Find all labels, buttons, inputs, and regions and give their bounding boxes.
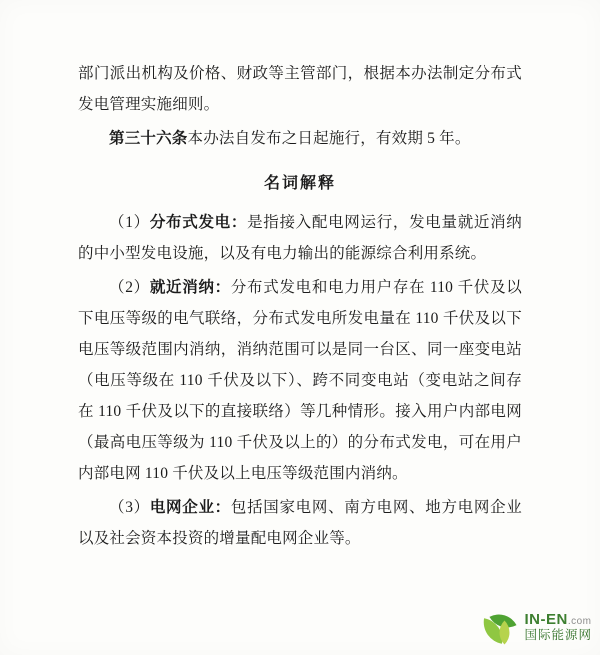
article-number-label: 第三十六条	[109, 130, 188, 147]
leaf-logo-icon	[480, 608, 520, 646]
document-body	[78, 58, 522, 554]
watermark-chinese: 国际能源网	[524, 627, 592, 642]
section-heading-terms: 名词解释	[263, 175, 336, 192]
watermark-domain: .com	[567, 616, 592, 628]
watermark-brand: IN-EN	[524, 611, 568, 629]
definition-3-number: （3）	[109, 499, 150, 516]
definition-1-number: （1）	[109, 214, 150, 231]
definition-item-2	[78, 272, 522, 489]
definition-2-text: 分布式发电和电力用户存在 110 千伏及以下电压等级的电气联络，分布式发电所发电量在 110 千伏及以下电压等级范围内消纳，消纳范围可以是同一台区、同一座变电站（电压等级在 110 千伏及以下）、跨不同变电站（变电站之间存在 110 千伏及以下的直接联络）等几种情形。接入用户内部电网（最高电压等级为 110 千伏及以上的）的分布式发电，可在用户内部电网 110 千伏及以上电压等级范围内消纳。	[78, 279, 522, 482]
definition-item-1	[78, 207, 522, 269]
definition-2-term: 就近消纳：	[149, 279, 231, 296]
watermark-text	[524, 612, 592, 642]
paragraph-continuation: 部门派出机构及价格、财政等主管部门，根据本办法制定分布式发电管理实施细则。	[78, 65, 522, 113]
site-watermark	[480, 605, 592, 649]
definition-3-text: 包括国家电网、南方电网、地方电网企业以及社会资本投资的增量配电网企业等。	[78, 499, 522, 547]
definition-2-number: （2）	[109, 279, 150, 296]
definition-1-term: 分布式发电：	[149, 214, 248, 231]
paragraph-article-36	[78, 123, 522, 154]
article-36-text: 本办法自发布之日起施行，有效期 5 年。	[187, 130, 471, 147]
definition-item-3	[78, 492, 522, 554]
watermark-english	[524, 612, 592, 628]
definition-1-text: 是指接入配电网运行，发电量就近消纳的中小型发电设施，以及有电力输出的能源综合利用系统。	[78, 214, 522, 262]
definition-3-term: 电网企业：	[149, 499, 231, 516]
